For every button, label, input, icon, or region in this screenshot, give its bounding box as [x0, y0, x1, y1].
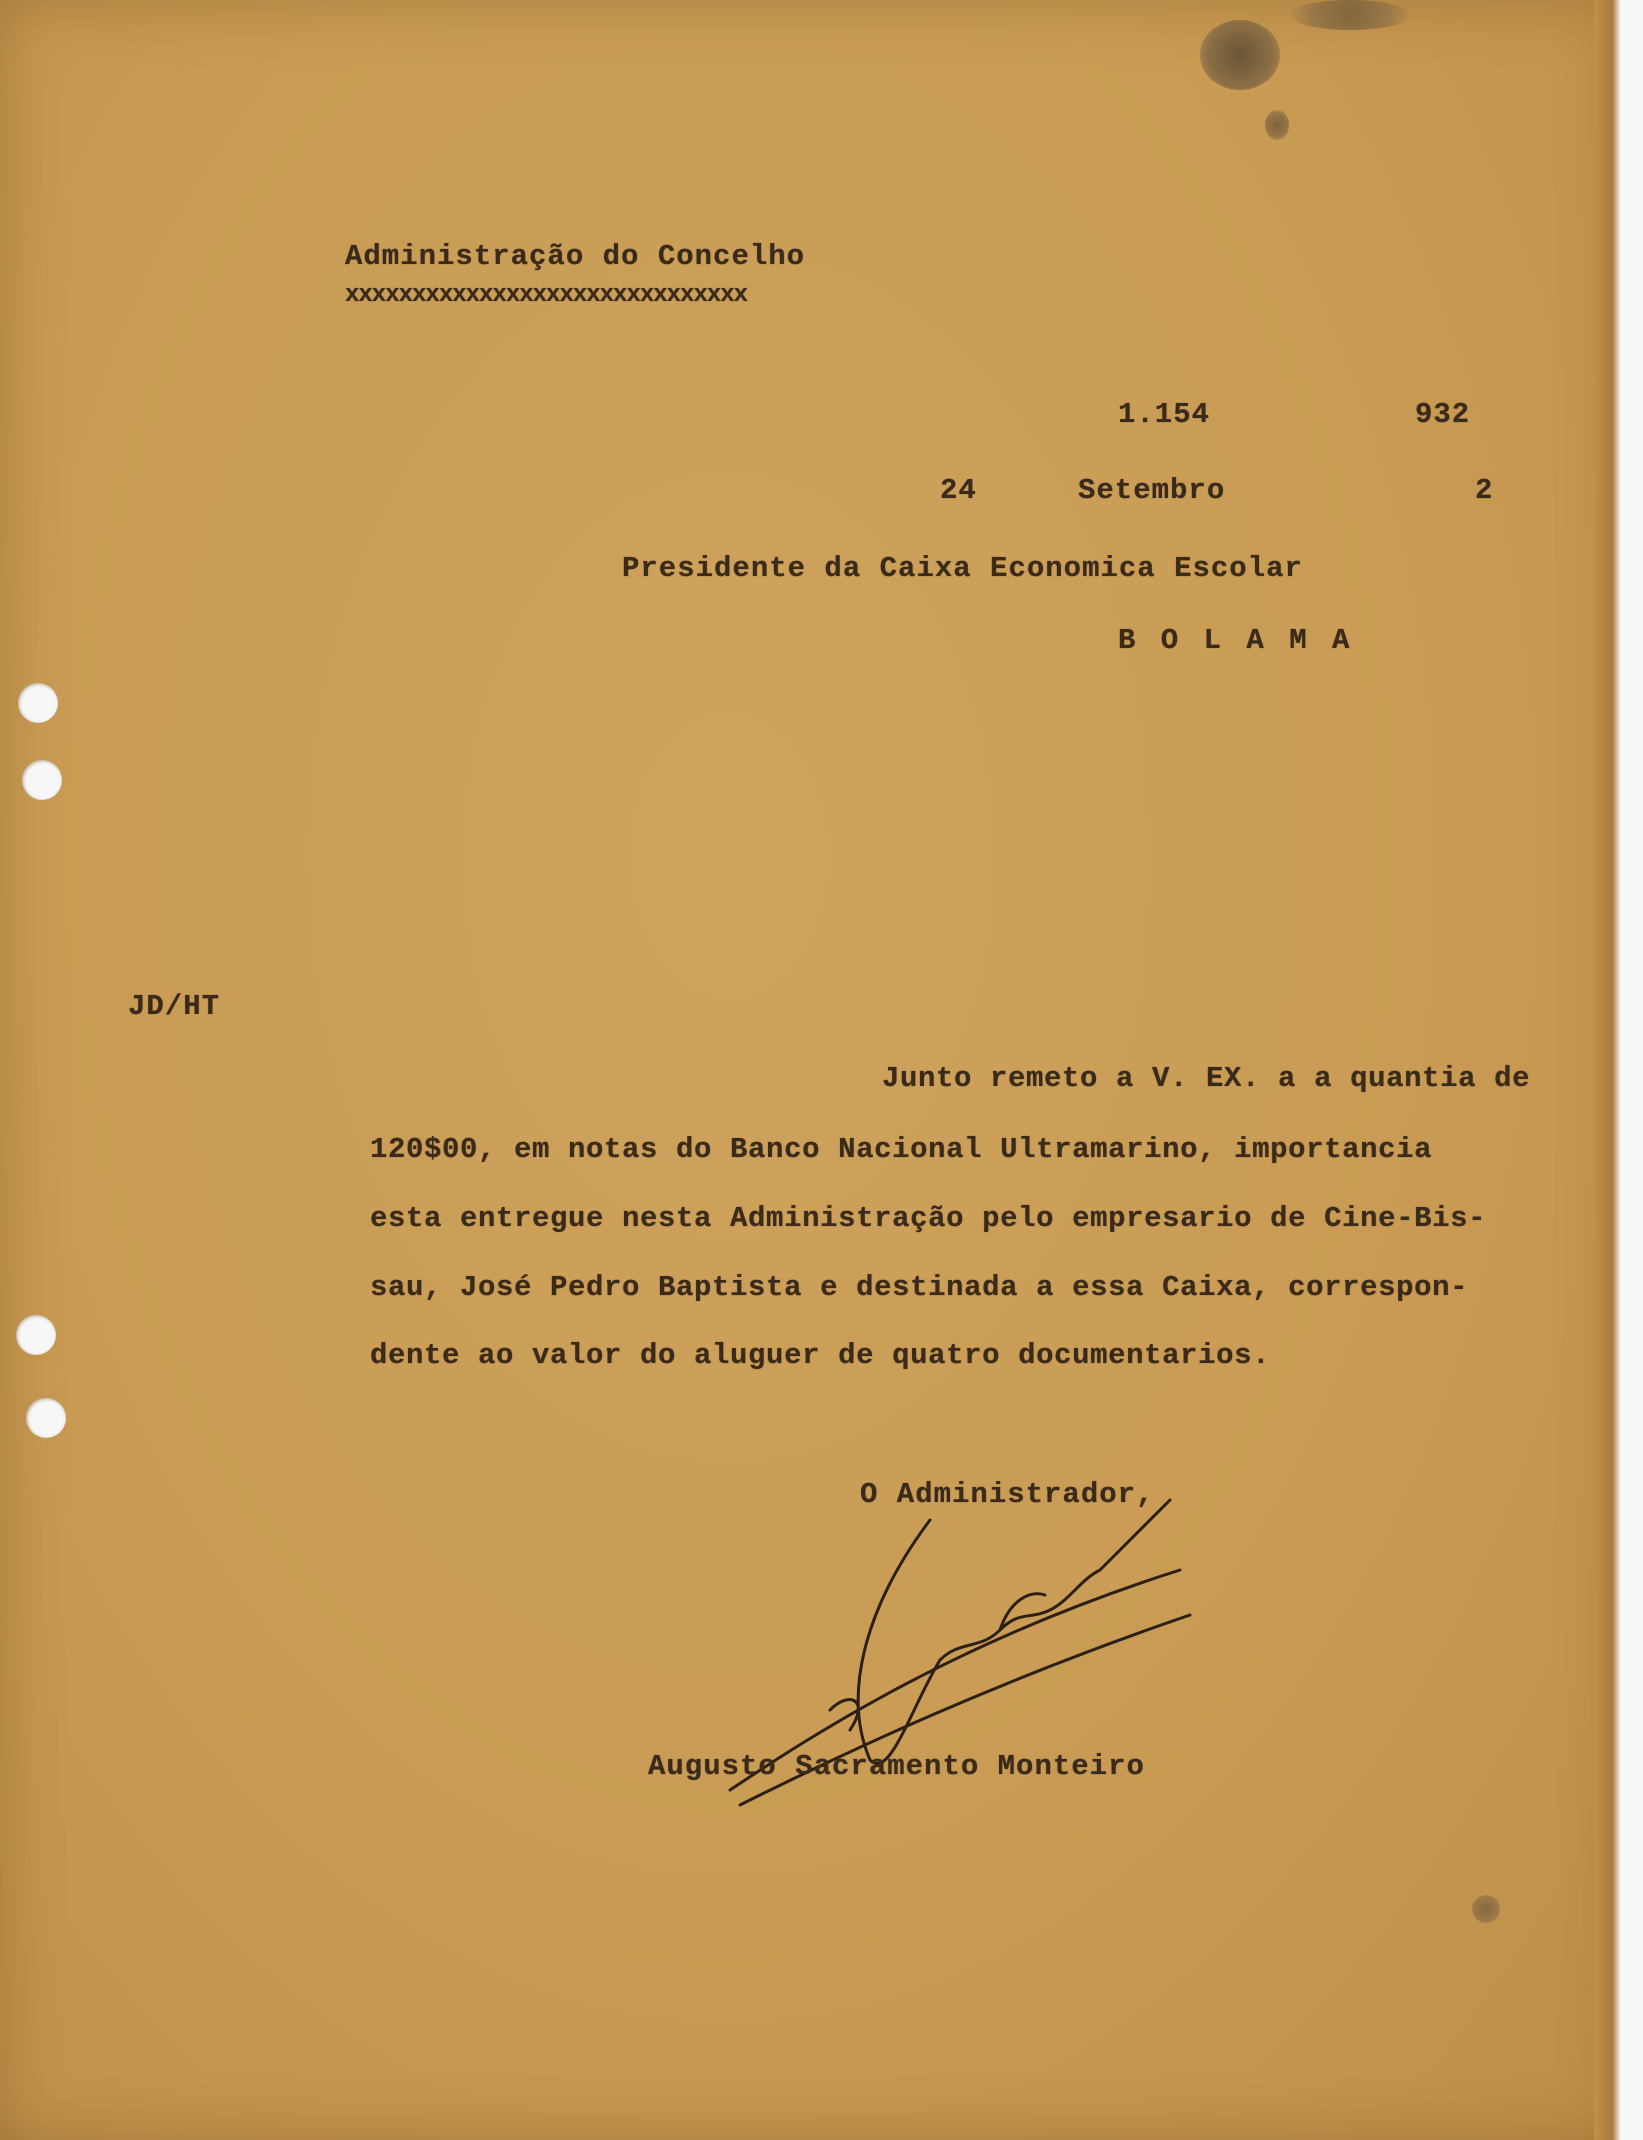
- ink-stain: [1290, 0, 1410, 30]
- punch-hole: [18, 683, 58, 723]
- addressee-title: Presidente da Caixa Economica Escolar: [622, 552, 1303, 585]
- reference-number: 1.154: [1118, 398, 1211, 431]
- signatory-name: Augusto Sacramento Monteiro: [648, 1750, 1145, 1783]
- body-line: dente ao valor do aluguer de quatro documentarios.: [370, 1339, 1271, 1372]
- body-line: sau, José Pedro Baptista e destinada a essa Caixa, correspon-: [370, 1271, 1469, 1304]
- ink-stain: [1200, 20, 1280, 90]
- typist-initials: JD/HT: [128, 990, 221, 1023]
- body-line: Junto remeto a V. EX. a a quantia de: [882, 1062, 1531, 1095]
- ink-stain: [1472, 1895, 1500, 1923]
- punch-hole: [22, 760, 62, 800]
- date-day: 24: [940, 474, 977, 507]
- section-number: 2: [1475, 474, 1494, 507]
- closing-role: O Administrador,: [860, 1478, 1155, 1511]
- body-line: 120$00, em notas do Banco Nacional Ultramarino, importancia: [370, 1133, 1433, 1166]
- addressee-place: B O L A M A: [1118, 624, 1354, 657]
- body-line: esta entregue nesta Administração pelo empresario de Cine-Bis-: [370, 1202, 1487, 1235]
- office-heading: Administração do Concelho: [345, 240, 806, 273]
- ink-stain: [1265, 110, 1289, 140]
- punch-hole: [16, 1315, 56, 1355]
- paper-edge: [1594, 0, 1620, 2140]
- reference-year: 932: [1415, 398, 1471, 431]
- date-month: Setembro: [1078, 474, 1226, 507]
- struck-through-line: xxxxxxxxxxxxxxxxxxxxxxxxxxxxxx: [345, 282, 748, 309]
- punch-hole: [26, 1398, 66, 1438]
